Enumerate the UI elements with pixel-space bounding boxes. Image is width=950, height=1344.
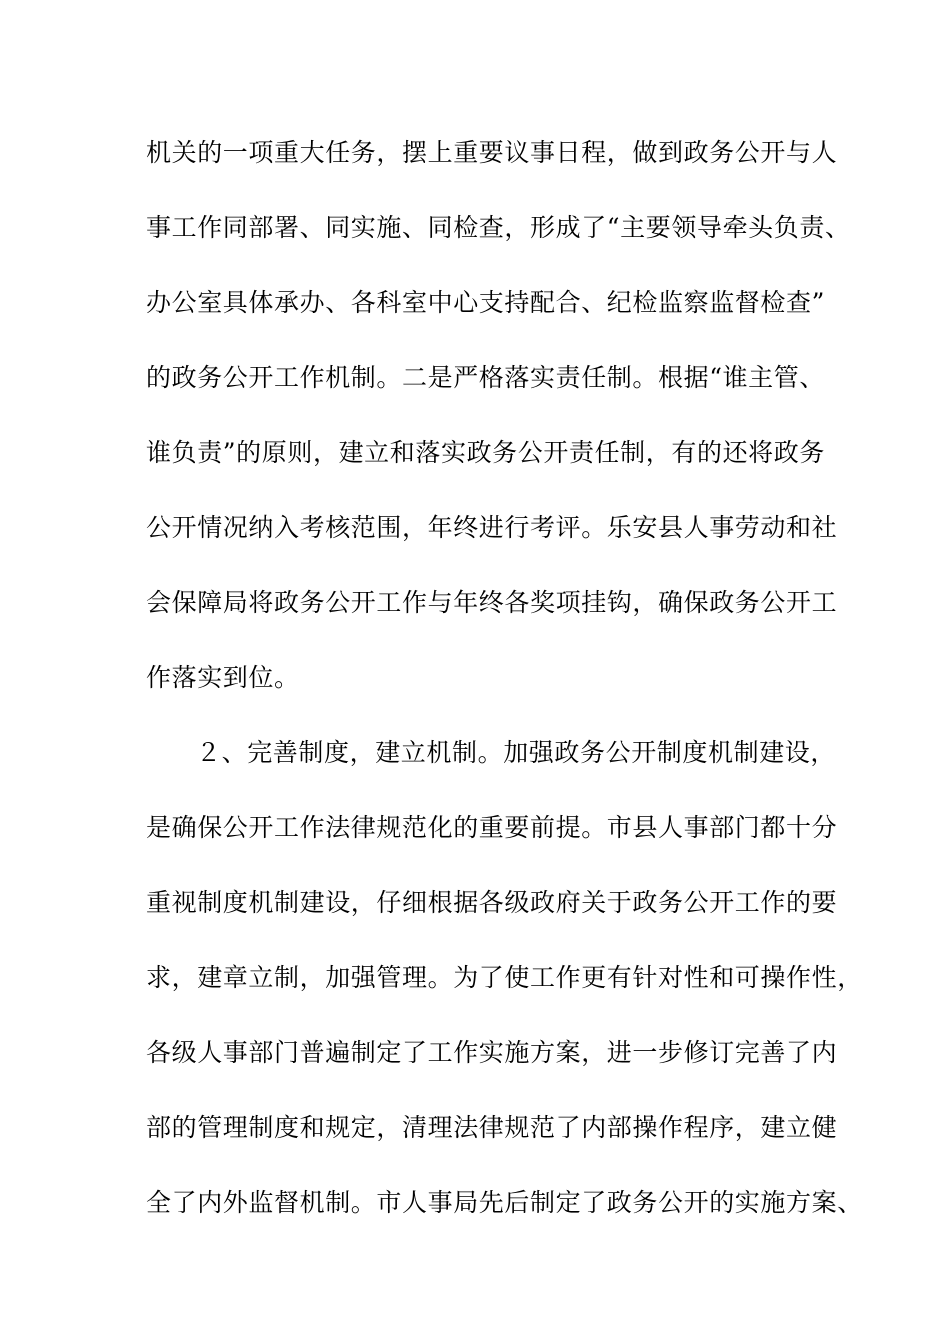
text-line: 部的管理制度和规定，清理法律规范了内部操作程序，建立健: [146, 1113, 838, 1142]
text-line: 作落实到位。: [146, 663, 300, 692]
text-line: 办公室具体承办、各科室中心支持配合、纪检监察监督检查”: [146, 288, 825, 317]
text-line: 各级人事部门普遍制定了工作实施方案，进一步修订完善了内: [146, 1038, 838, 1067]
text-line: 会保障局将政务公开工作与年终各奖项挂钩，确保政务公开工: [146, 588, 838, 617]
text-line: 全了内外监督机制。市人事局先后制定了政务公开的实施方案、: [146, 1188, 863, 1217]
text-line: 求，建章立制，加强管理。为了使工作更有针对性和可操作性，: [146, 963, 863, 992]
text-line: 公开情况纳入考核范围，年终进行考评。乐安县人事劳动和社: [146, 513, 838, 542]
text-line: 事工作同部署、同实施、同检查，形成了“主要领导牵头负责、: [146, 213, 851, 242]
text-line: 的政务公开工作机制。二是严格落实责任制。根据“谁主管、: [146, 363, 825, 392]
text-line: 机关的一项重大任务，摆上重要议事日程，做到政务公开与人: [146, 138, 838, 167]
text-line: 谁负责”的原则，建立和落实政务公开责任制，有的还将政务: [146, 438, 825, 467]
text-line: ２、完善制度，建立机制。加强政务公开制度机制建设，: [196, 738, 837, 767]
text-line: 重视制度机制建设，仔细根据各级政府关于政务公开工作的要: [146, 888, 838, 917]
text-line: 是确保公开工作法律规范化的重要前提。市县人事部门都十分: [146, 813, 838, 842]
